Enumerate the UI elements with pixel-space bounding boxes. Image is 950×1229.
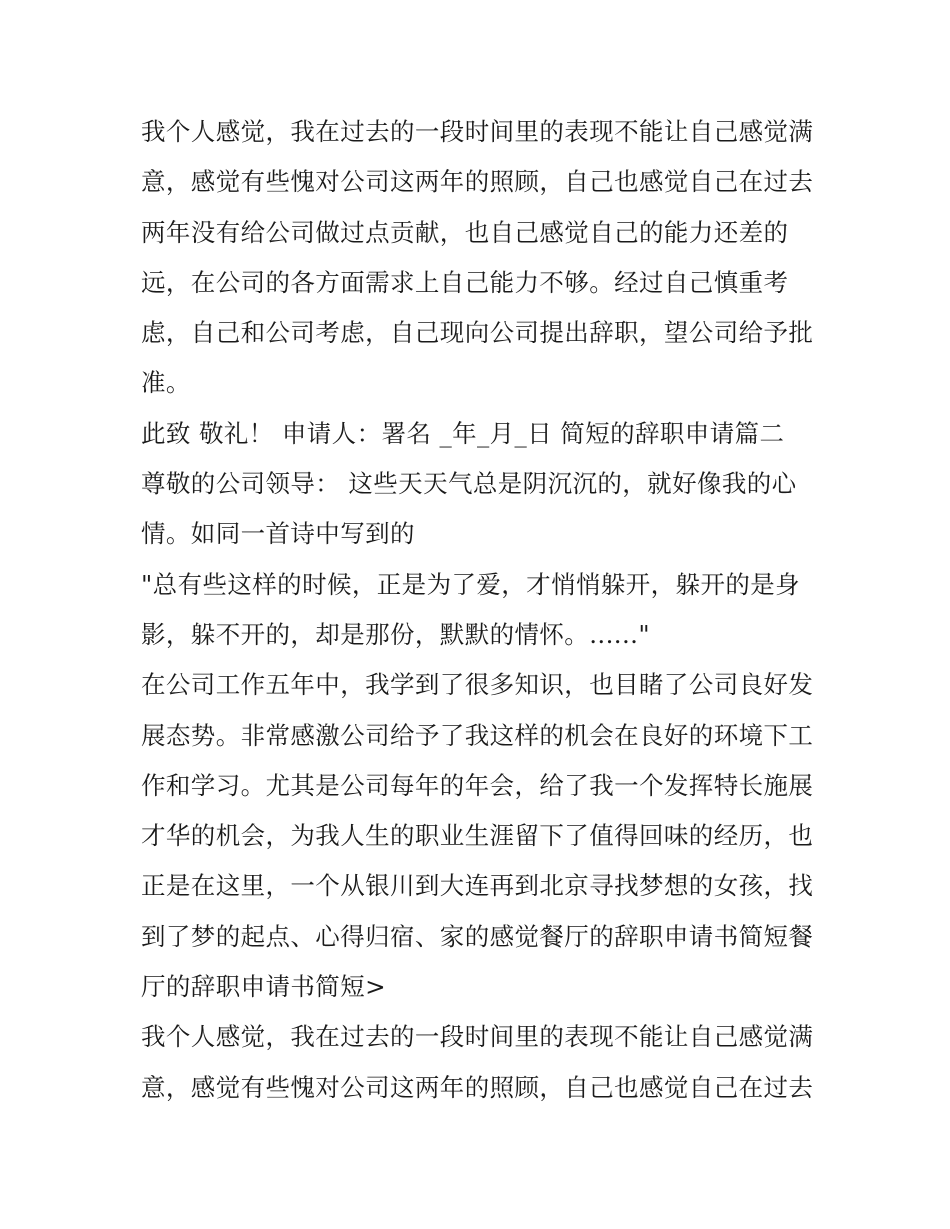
text-line: 两年没有给公司做过点贡献，也自己感觉自己的能力还差的 <box>141 217 789 247</box>
text-line: 虑，自己和公司考虑，自己现向公司提出辞职，望公司给予批 <box>141 318 814 348</box>
text-line: 正是在这里，一个从银川到大连再到北京寻找梦想的女孩，找 <box>141 871 814 901</box>
text-line: 才华的机会，为我人生的职业生涯留下了值得回味的经历，也 <box>141 821 814 851</box>
text-line: 我个人感觉，我在过去的一段时间里的表现不能让自己感觉满 <box>141 1022 814 1052</box>
text-line: 厅的辞职申请书简短> <box>141 972 387 1002</box>
text-line: 意，感觉有些愧对公司这两年的照顾，自己也感觉自己在过去 <box>141 167 814 197</box>
text-line: "总有些这样的时候，正是为了爱，才悄悄躲开，躲开的是身 <box>141 569 801 599</box>
text-line: 在公司工作五年中，我学到了很多知识，也目睹了公司良好发 <box>141 670 814 700</box>
text-line: 准。 <box>141 368 191 398</box>
text-line: 影，躲不开的，却是那份，默默的情怀。......" <box>141 619 650 649</box>
text-line: 此致 敬礼！ 申请人：署名 _年_月_日 简短的辞职申请篇二 <box>141 418 785 448</box>
text-line: 展态势。非常感激公司给予了我这样的机会在良好的环境下工 <box>141 720 814 750</box>
text-line: 情。如同一首诗中写到的 <box>141 519 415 549</box>
text-line: 到了梦的起点、心得归宿、家的感觉餐厅的辞职申请书简短餐 <box>141 921 814 951</box>
document-body <box>141 107 821 1113</box>
text-line: 远，在公司的各方面需求上自己能力不够。经过自己慎重考 <box>141 267 789 297</box>
text-line: 我个人感觉，我在过去的一段时间里的表现不能让自己感觉满 <box>141 117 814 146</box>
text-line: 尊敬的公司领导： 这些天天气总是阴沉沉的，就好像我的心 <box>141 469 797 499</box>
text-line: 意，感觉有些愧对公司这两年的照顾，自己也感觉自己在过去 <box>141 1072 814 1102</box>
text-line: 作和学习。尤其是公司每年的年会，给了我一个发挥特长施展 <box>141 770 814 800</box>
